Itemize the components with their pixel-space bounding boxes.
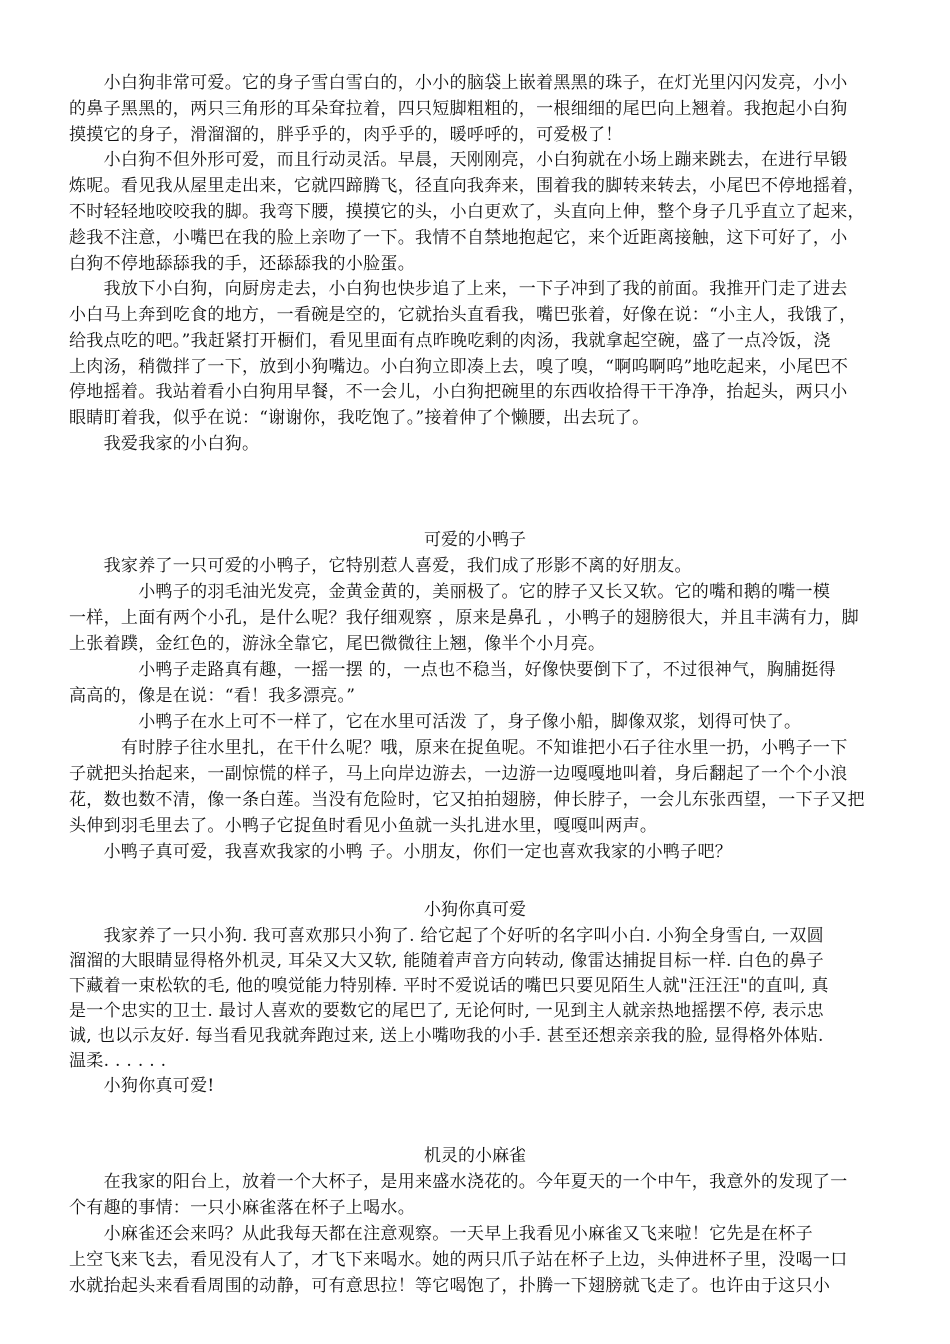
paragraph-line: 溜溜的大眼睛显得格外机灵, 耳朵又大又软, 能随着声音方向转动, 像雷达捕捉目标一样. 白色的鼻子 bbox=[69, 951, 824, 971]
paragraph-line: 有时脖子往水里扎，在干什么呢？哦，原来在捉鱼呢。不知谁把小石子往水里一扔，小鸭子一下 bbox=[69, 738, 848, 758]
paragraph-line: 水就抬起头来看看周围的动静，可有意思拉！等它喝饱了，扑腾一下翅膀就飞走了。也许由于这只小 bbox=[69, 1276, 831, 1296]
paragraph-line: 小麻雀还会来吗？从此我每天都在注意观察。一天早上我看见小麻雀又飞来啦！它先是在杯子 bbox=[69, 1224, 813, 1244]
paragraph-line: 小白狗非常可爱。它的身子雪白雪白的，小小的脑袋上嵌着黑黑的珠子，在灯光里闪闪发亮，小小 bbox=[69, 73, 848, 93]
paragraph-line: 小鸭子走路真有趣，一摇一摆 的，一点也不稳当，好像快要倒下了，不过很神气，胸脯挺得 bbox=[69, 660, 836, 680]
paragraph-line: 炼呢。看见我从屋里走出来，它就四蹄腾飞，径直向我奔来，围着我的脚转来转去，小尾巴不停地摇着， bbox=[69, 176, 865, 196]
paragraph-line: 小鸭子的羽毛油光发亮，金黄金黄的，美丽极了。它的脖子又长又软。它的嘴和鹅的嘴一模 bbox=[69, 582, 831, 602]
paragraph-line: 我家养了一只小狗. 我可喜欢那只小狗了. 给它起了个好听的名字叫小白. 小狗全身雪白, 一双圆 bbox=[69, 926, 824, 946]
paragraph-line: 花，数也数不清，像一条白莲。当没有危险时，它又拍拍翅膀，伸长脖子，一会儿东张西望，一下子又把 bbox=[69, 790, 865, 810]
paragraph-line: 小白马上奔到吃食的地方，一看碗是空的，它就抬头直看我，嘴巴张着，好像在说：“小主人，我饿了， bbox=[69, 305, 857, 325]
paragraph-line: 个有趣的事情：一只小麻雀落在杯子上喝水。 bbox=[69, 1198, 415, 1218]
paragraph-line: 温柔. . . . . . bbox=[69, 1051, 167, 1071]
paragraph-line: 的鼻子黑黑的，两只三角形的耳朵耷拉着，四只短脚粗粗的，一根细细的尾巴向上翘着。我抱起小白狗 bbox=[69, 99, 848, 119]
paragraph-line: 在我家的阳台上，放着一个大杯子，是用来盛水浇花的。今年夏天的一个中午，我意外的发现了一 bbox=[69, 1172, 848, 1192]
paragraph-line: 子就把头抬起来，一副惊慌的样子，马上向岸边游去，一边游一边嘎嘎地叫着，身后翻起了一个个小浪 bbox=[69, 764, 848, 784]
paragraph-line: 上空飞来飞去，看见没有人了，才飞下来喝水。她的两只爪子站在杯子上边，头伸进杯子里，没喝一口 bbox=[69, 1250, 848, 1270]
paragraph-line: 白狗不停地舔舔我的手，还舔舔我的小脸蛋。 bbox=[69, 254, 415, 274]
paragraph-line: 是一个忠实的卫士. 最讨人喜欢的要数它的尾巴了, 无论何时, 一见到主人就亲热地摇摆不停, 表示忠 bbox=[69, 1001, 824, 1021]
paragraph-line: 高高的，像是在说：“看！我多漂亮。” bbox=[69, 686, 356, 706]
paragraph-line: 停地摇着。我站着看小白狗用早餐，不一会儿，小白狗把碗里的东西收拾得干干净净，抬起头，两只小 bbox=[69, 382, 848, 402]
essay-title: 可爱的小鸭子 bbox=[424, 530, 526, 550]
paragraph-line: 上张着蹼，金红色的，游泳全靠它，尾巴微微往上翘，像半个小月亮。 bbox=[69, 634, 606, 654]
paragraph-line: 上肉汤，稍微拌了一下，放到小狗嘴边。小白狗立即凑上去，嗅了嗅，“啊呜啊呜”地吃起来，小尾巴不 bbox=[69, 357, 849, 377]
paragraph-line: 趁我不注意，小嘴巴在我的脸上亲吻了一下。我情不自禁地抱起它，来个近距离接触，这下可好了，小 bbox=[69, 228, 848, 248]
paragraph-line: 诚, 也以示友好. 每当看见我就奔跑过来, 送上小嘴吻我的小手. 甚至还想亲亲我的脸, 显得格外体贴. bbox=[69, 1026, 824, 1046]
paragraph-line: 一样，上面有两个小孔，是什么呢？我仔细观察 ，原来是鼻孔 ，小鸭子的翅膀很大，并且丰满有力，脚 bbox=[69, 608, 859, 628]
essay-title: 小狗你真可爱 bbox=[424, 900, 526, 920]
paragraph-line: 我放下小白狗，向厨房走去，小白狗也快步追了上来，一下子冲到了我的前面。我推开门走了进去 bbox=[69, 279, 848, 299]
paragraph-line: 我爱我家的小白狗。 bbox=[69, 434, 260, 454]
paragraph-line: 头伸到羽毛里去了。小鸭子它捉鱼时看见小鱼就一头扎进水里，嘎嘎叫两声。 bbox=[69, 816, 658, 836]
paragraph-line: 给我点吃的吧。”我赶紧打开橱们，看见里面有点昨晚吃剩的肉汤，我就拿起空碗，盛了一点冷饭，浇 bbox=[69, 331, 831, 351]
paragraph-line: 小鸭子在水上可不一样了，它在水里可活泼 了，身子像小船，脚像双浆，划得可快了。 bbox=[69, 712, 802, 732]
paragraph-line: 小狗你真可爱! bbox=[69, 1076, 215, 1096]
paragraph-line: 我家养了一只可爱的小鸭子，它特别惹人喜爱，我们成了形影不离的好朋友。 bbox=[69, 556, 692, 576]
paragraph-line: 下藏着一束松软的毛, 他的嗅觉能力特别棒. 平时不爱说话的嘴巴只要见陌生人就"汪汪汪"的直叫, 真 bbox=[69, 976, 829, 996]
paragraph-line: 小白狗不但外形可爱，而且行动灵活。早晨，天刚刚亮，小白狗就在小场上蹦来跳去，在进行早锻 bbox=[69, 150, 848, 170]
paragraph-line: 眼睛盯着我，似乎在说：“谢谢你，我吃饱了。”接着伸了个懒腰，出去玩了。 bbox=[69, 408, 650, 428]
essay-title: 机灵的小麻雀 bbox=[424, 1146, 526, 1166]
paragraph-line: 不时轻轻地咬咬我的脚。我弯下腰，摸摸它的头，小白更欢了，头直向上伸，整个身子几乎直立了起来， bbox=[69, 202, 865, 222]
paragraph-line: 小鸭子真可爱，我喜欢我家的小鸭 子。小朋友，你们一定也喜欢我家的小鸭子吧？ bbox=[69, 842, 733, 862]
paragraph-line: 摸摸它的身子，滑溜溜的，胖乎乎的，肉乎乎的，暖呼呼的，可爱极了！ bbox=[69, 125, 623, 145]
